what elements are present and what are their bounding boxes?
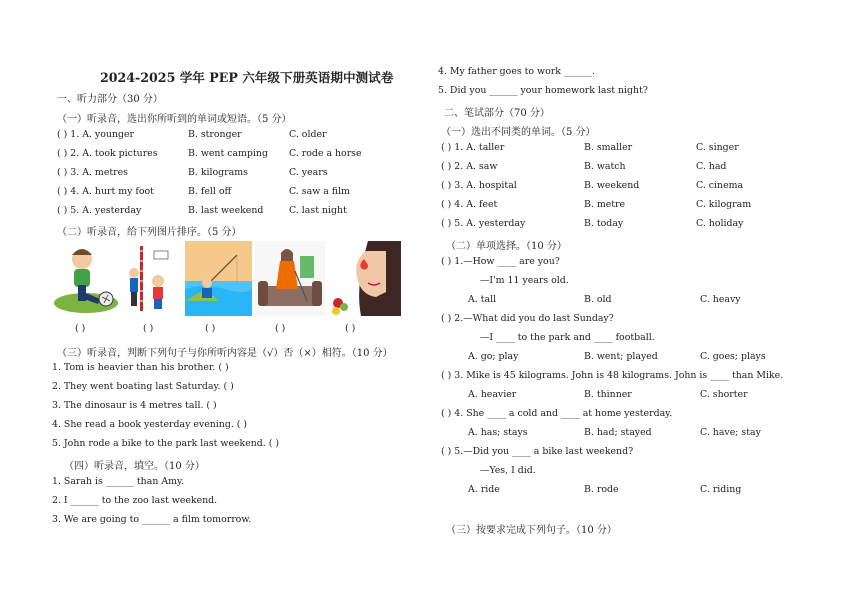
pic1-blank[interactable]: ( ) [75, 323, 86, 334]
s1-q2-c: C. rode a horse [289, 148, 362, 159]
part-writing-heading: 二、笔试部分（70 分） [444, 108, 550, 119]
s1-q2-a: ( ) 2. A. took pictures [57, 148, 158, 159]
s3-item-3: 3. The dinosaur is 4 metres tall. ( ) [52, 400, 217, 411]
s1-q3-b: B. kilograms [188, 167, 248, 178]
s3-item-1: 1. Tom is heavier than his brother. ( ) [52, 362, 229, 373]
w2-q1-answer: —I'm 11 years old. [480, 275, 569, 286]
page-title: 2024-2025 学年 PEP 六年级下册英语期中测试卷 [100, 70, 394, 85]
w2-q5-opt-a: A. ride [468, 484, 500, 495]
w2-q3-opt-c: C. shorter [700, 389, 748, 400]
pic5-blank[interactable]: ( ) [345, 323, 356, 334]
w2-heading: （二）单项选择。（10 分） [446, 241, 567, 252]
s1-q3-c: C. years [289, 167, 328, 178]
w2-q5: ( ) 5.—Did you ____ a bike last weekend? [441, 446, 634, 457]
s1-q5-a: ( ) 5. A. yesterday [57, 205, 142, 216]
pic3-blank[interactable]: ( ) [205, 323, 216, 334]
s1-q4-a: ( ) 4. A. hurt my foot [57, 186, 154, 197]
w1-q4-a: ( ) 4. A. feet [441, 199, 498, 210]
w1-q1-c: C. singer [696, 142, 739, 153]
s3-item-2: 2. They went boating last Saturday. ( ) [52, 381, 234, 392]
section4-heading: （四）听录音，填空。（10 分） [64, 461, 205, 472]
w2-q4-opt-a: A. has; stays [468, 427, 528, 438]
boy-fishing-picture [185, 241, 252, 316]
s4-item-3: 3. We are going to ______ a film tomorrow. [52, 514, 252, 525]
w2-q2-answer: —I ____ to the park and ____ football. [480, 332, 655, 343]
girl-eating-strawberry-picture [328, 241, 401, 316]
w2-q4-opt-c: C. have; stay [700, 427, 761, 438]
w2-q5-answer: —Yes, I did. [480, 465, 536, 476]
section1-heading: （一）听录音，选出你所听到的单词或短语。（5 分） [57, 114, 292, 125]
woman-cleaning-picture [255, 241, 325, 316]
w2-q1-opt-b: B. old [584, 294, 612, 305]
w2-q3-opt-a: A. heavier [468, 389, 517, 400]
w2-q3: ( ) 3. Mike is 45 kilograms. John is 48 kilograms. John is ____ than Mike. [441, 370, 784, 381]
pic4-blank[interactable]: ( ) [275, 323, 286, 334]
s1-q1-b: B. stronger [188, 129, 242, 140]
s4-item-4: 4. My father goes to work ______. [438, 66, 595, 77]
w2-q3-opt-b: B. thinner [584, 389, 632, 400]
s1-q1-c: C. older [289, 129, 327, 140]
boy-hurt-foot-picture [52, 241, 120, 316]
w1-q5-a: ( ) 5. A. yesterday [441, 218, 526, 229]
section3-heading: （三）听录音，判断下列句子与你所听内容是（√）否（×）相符。（10 分） [57, 348, 393, 359]
s3-item-4: 4. She read a book yesterday evening. ( ) [52, 419, 248, 430]
w1-q3-c: C. cinema [696, 180, 744, 191]
w2-q1: ( ) 1.—How ____ are you? [441, 256, 560, 267]
s1-q4-c: C. saw a film [289, 186, 350, 197]
w1-heading: （一）选出不同类的单词。（5 分） [441, 127, 596, 138]
kids-measuring-height-picture [122, 241, 180, 316]
s1-q2-b: B. went camping [188, 148, 268, 159]
w1-q2-c: C. had [696, 161, 727, 172]
w1-q4-c: C. kilogram [696, 199, 752, 210]
w2-q4: ( ) 4. She ____ a cold and ____ at home yesterday. [441, 408, 673, 419]
s4-item-2: 2. I ______ to the zoo last weekend. [52, 495, 218, 506]
s4-item-1: 1. Sarah is ______ than Amy. [52, 476, 185, 487]
s1-q1-a: ( ) 1. A. younger [57, 129, 134, 140]
w1-q1-a: ( ) 1. A. taller [441, 142, 505, 153]
w1-q2-b: B. watch [584, 161, 626, 172]
w2-q5-opt-c: C. riding [700, 484, 742, 495]
w1-q5-c: C. holiday [696, 218, 744, 229]
part-listening-heading: 一、听力部分（30 分） [57, 94, 163, 105]
w1-q2-a: ( ) 2. A. saw [441, 161, 498, 172]
s1-q5-c: C. last night [289, 205, 347, 216]
w2-q2-opt-a: A. go; play [468, 351, 519, 362]
w2-q1-opt-c: C. heavy [700, 294, 741, 305]
pic2-blank[interactable]: ( ) [143, 323, 154, 334]
s1-q5-b: B. last weekend [188, 205, 264, 216]
w1-q1-b: B. smaller [584, 142, 633, 153]
w2-q1-opt-a: A. tall [468, 294, 497, 305]
s1-q3-a: ( ) 3. A. metres [57, 167, 128, 178]
w2-q4-opt-b: B. had; stayed [584, 427, 652, 438]
w2-q2-opt-c: C. goes; plays [700, 351, 766, 362]
w1-q3-b: B. weekend [584, 180, 640, 191]
w2-q2: ( ) 2.—What did you do last Sunday? [441, 313, 614, 324]
w2-q2-opt-b: B. went; played [584, 351, 658, 362]
w1-q4-b: B. metre [584, 199, 626, 210]
section2-heading: （二）听录音，给下列图片排序。（5 分） [57, 227, 242, 238]
s4-item-5: 5. Did you ______ your homework last night? [438, 85, 648, 96]
w1-q5-b: B. today [584, 218, 624, 229]
w1-q3-a: ( ) 3. A. hospital [441, 180, 517, 191]
s3-item-5: 5. John rode a bike to the park last weekend. ( ) [52, 438, 280, 449]
s1-q4-b: B. fell off [188, 186, 232, 197]
w3-heading: （三）按要求完成下列句子。（10 分） [446, 525, 617, 536]
w2-q5-opt-b: B. rode [584, 484, 619, 495]
